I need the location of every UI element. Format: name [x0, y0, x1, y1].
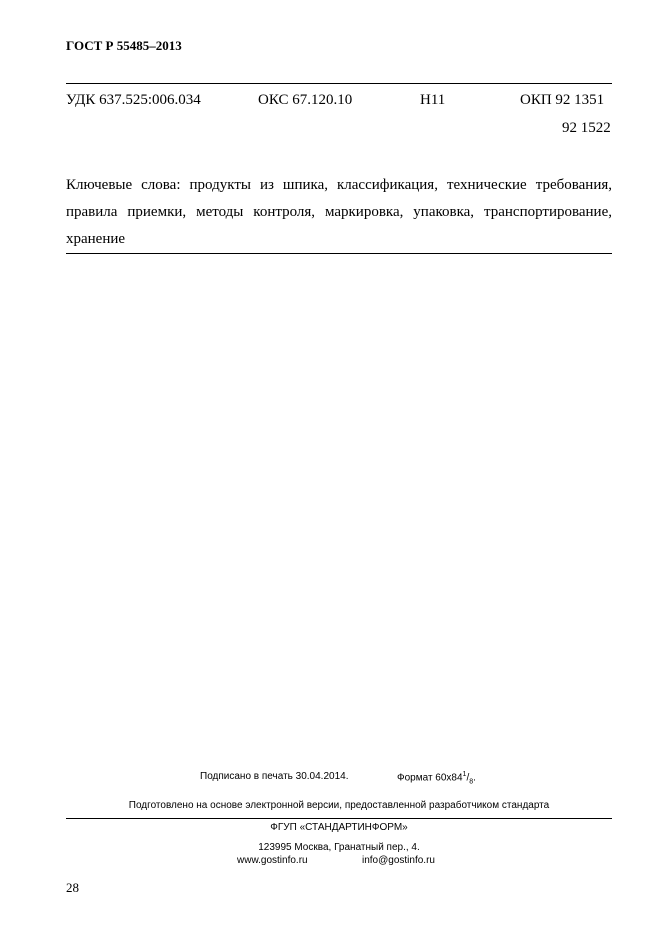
keywords-line-1: Ключевые слова: продукты из шпика, классификация, технические требования, — [66, 177, 612, 193]
top-divider — [66, 83, 612, 84]
okp-code-1: ОКП 92 1351 — [520, 92, 605, 108]
imprint-divider — [66, 818, 612, 819]
keywords-paragraph — [66, 172, 612, 253]
format-prefix: Формат 60x84 — [397, 772, 463, 784]
udk-code: УДК 637.525:006.034 — [66, 92, 201, 108]
format-suffix: . — [473, 772, 476, 784]
publisher-website: www.gostinfo.ru — [237, 855, 308, 866]
signed-date: Подписано в печать 30.04.2014. — [200, 771, 349, 782]
format-numerator: 1 — [462, 771, 467, 778]
n-code: Н11 — [420, 92, 446, 108]
publisher-email: info@gostinfo.ru — [362, 855, 435, 866]
standard-code: ГОСТ Р 55485–2013 — [66, 38, 182, 53]
paper-format — [397, 771, 476, 785]
format-denominator: 8 — [469, 778, 474, 786]
keywords-line-2: правила приемки, методы контроля, маркировка, упаковка, транспортирование, — [66, 204, 612, 220]
prepared-note: Подготовлено на основе электронной версии, предоставленной разработчиком стандарта — [128, 800, 550, 811]
keywords-line-3: хранение — [66, 231, 126, 247]
publisher-name: ФГУП «СТАНДАРТИНФОРМ» — [270, 822, 408, 833]
oks-code: ОКС 67.120.10 — [258, 92, 353, 108]
format-slash: / — [466, 772, 470, 784]
page-number: 28 — [66, 880, 79, 895]
keywords-divider — [66, 253, 612, 254]
publisher-address: 123995 Москва, Гранатный пер., 4. — [258, 842, 420, 853]
okp-code-2: 92 1522 — [562, 120, 611, 136]
